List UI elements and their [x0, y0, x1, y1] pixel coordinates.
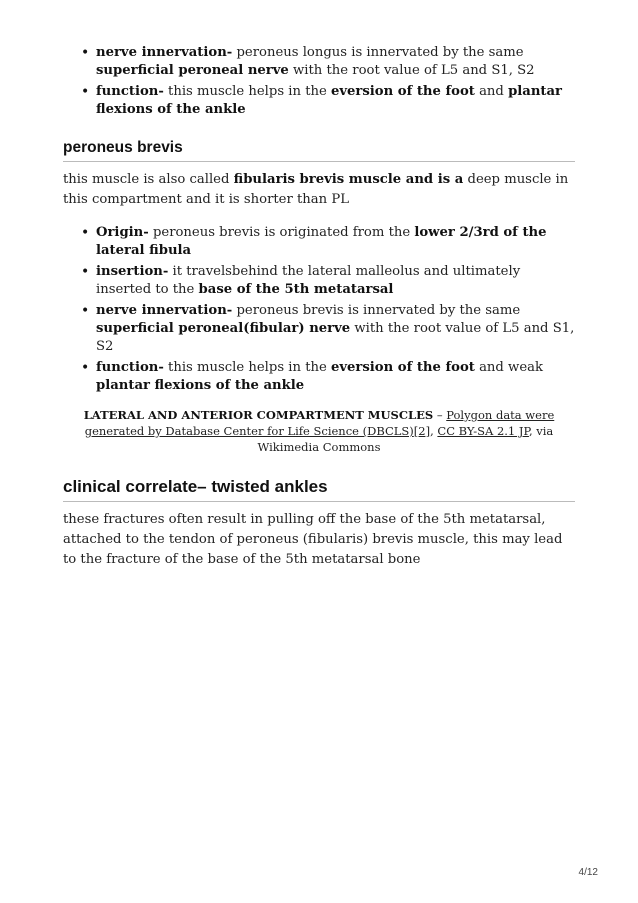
- item-bold: superficial peroneal nerve: [96, 63, 289, 78]
- item-text: and: [474, 84, 509, 99]
- figure-caption: [69, 407, 569, 455]
- item-text: and weak: [474, 360, 544, 375]
- item-text: with the root value of L5 and S1, S2: [96, 321, 575, 354]
- item-lead: function-: [96, 84, 164, 99]
- intro-text: this muscle is also called: [63, 172, 234, 187]
- list-item: [96, 263, 575, 299]
- list-item: [96, 44, 575, 80]
- item-text: peroneus longus is innervated by the same: [232, 45, 524, 60]
- item-bold: plantar flexions of the ankle: [96, 84, 563, 117]
- reference-link[interactable]: [2]: [413, 424, 431, 438]
- item-lead: nerve innervation-: [96, 45, 233, 60]
- item-bold: plantar flexions of the ankle: [96, 378, 305, 393]
- caption-title: LATERAL AND ANTERIOR COMPARTMENT MUSCLES: [83, 408, 434, 422]
- item-text: peroneus brevis is originated from the: [148, 225, 415, 240]
- item-bold: eversion of the foot: [330, 360, 475, 375]
- license-link[interactable]: CC BY-SA 2.1 JP: [437, 424, 529, 438]
- list-item: [96, 359, 575, 395]
- section-heading-clinical-correlate: clinical correlate– twisted ankles: [63, 477, 575, 502]
- caption-separator: –: [433, 408, 447, 422]
- item-bold: superficial peroneal(fibular) nerve: [96, 321, 351, 336]
- item-text: this muscle helps in the: [163, 360, 331, 375]
- section-heading-peroneus-brevis: peroneus brevis: [63, 139, 575, 162]
- item-text: with the root value of L5 and S1, S2: [288, 63, 535, 78]
- list-item: [96, 224, 575, 260]
- intro-text: deep muscle in this compartment and it is shorter than PL: [63, 172, 569, 207]
- caption-tail: , via Wikimedia Commons: [257, 424, 554, 454]
- item-text: it travelsbehind the lateral malleolus and ultimately inserted to the: [96, 264, 521, 297]
- caption-separator: ,: [430, 424, 438, 438]
- peroneus-longus-list: [63, 0, 575, 119]
- clinical-text: these fractures often result in pulling off the base of the 5th metatarsal, attached to the tendon of peroneus (fibularis) brevis muscle, this may lead to the fracture of the base of the 5th metatarsal bone: [63, 512, 563, 567]
- intro-bold: fibularis brevis muscle and is a: [233, 172, 464, 187]
- brevis-intro: [63, 170, 575, 210]
- list-item: [96, 302, 575, 356]
- item-bold: base of the 5th metatarsal: [198, 282, 394, 297]
- peroneus-brevis-list: [63, 224, 575, 395]
- item-bold: lower 2/3rd of the lateral fibula: [96, 225, 547, 258]
- item-lead: insertion-: [96, 264, 169, 279]
- item-lead: nerve innervation-: [96, 303, 233, 318]
- item-bold: eversion of the foot: [330, 84, 475, 99]
- item-lead: function-: [96, 360, 164, 375]
- item-text: this muscle helps in the: [163, 84, 331, 99]
- page-number: 4/12: [578, 867, 598, 878]
- list-item: [96, 83, 575, 119]
- item-lead: Origin-: [96, 225, 149, 240]
- attribution-link[interactable]: Polygon data were generated by Database Center for Life Science (DBCLS): [84, 408, 555, 438]
- item-text: peroneus brevis is innervated by the same: [232, 303, 521, 318]
